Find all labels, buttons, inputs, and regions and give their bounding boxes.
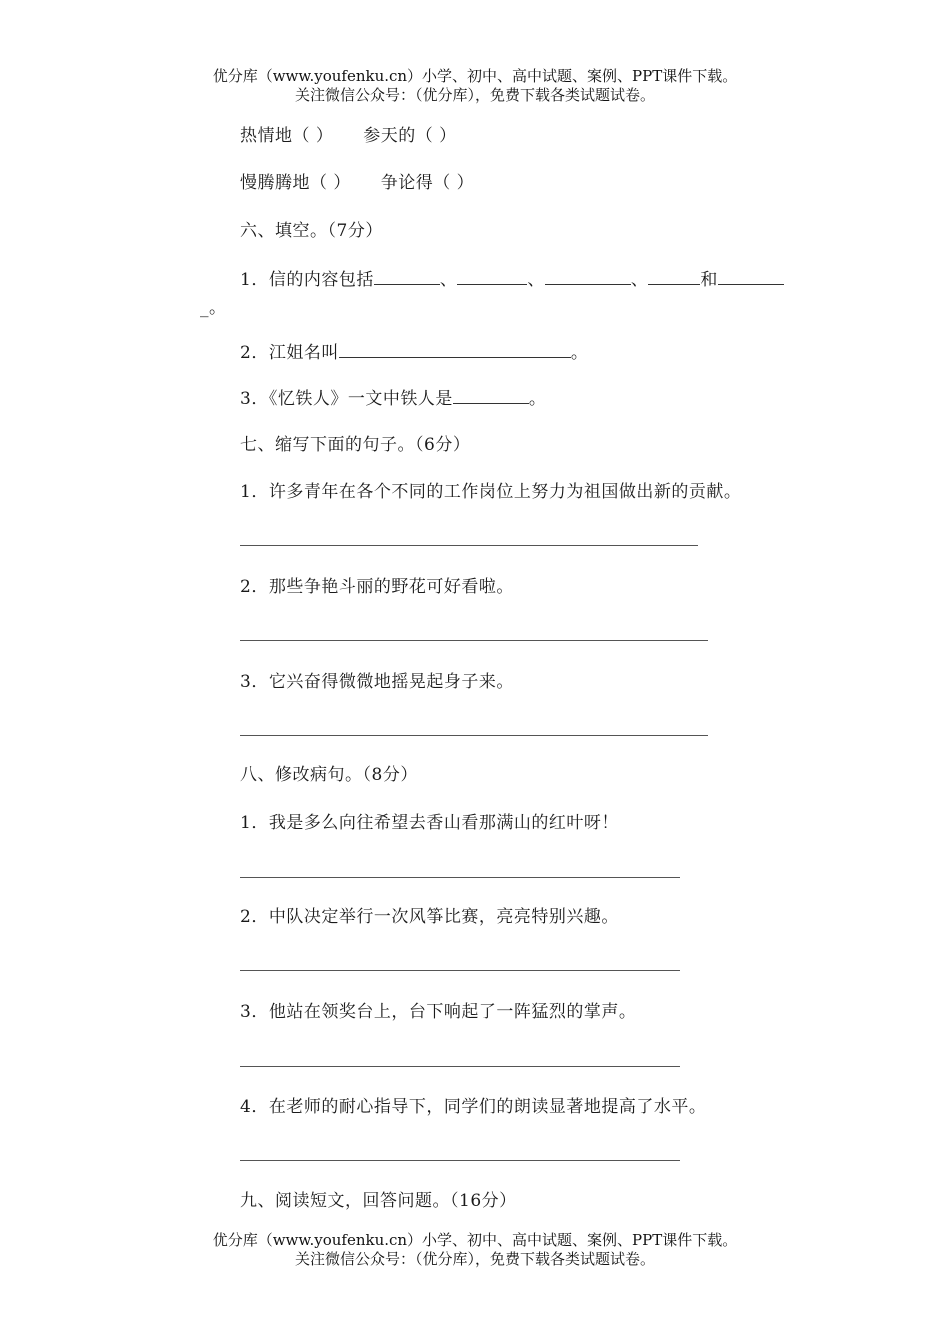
blank[interactable] (457, 268, 527, 285)
blank[interactable] (545, 268, 631, 285)
blank[interactable] (339, 341, 571, 358)
footer-line-1: 优分库（www.youfenku.cn）小学、初中、高中试题、案例、PPT课件下载。 (212, 1231, 738, 1249)
word-item: 参天的（ ） (363, 126, 457, 146)
word-row-1 (240, 125, 457, 147)
section-6-question-2: 2．江姐名叫 。 (240, 343, 589, 363)
answer-line[interactable] (240, 735, 708, 736)
section-7-title: 七、缩写下面的句子。（6分） (240, 435, 471, 455)
word-item: 慢腾腾地（ ） (240, 173, 351, 193)
answer-line[interactable] (240, 545, 698, 546)
footer-line-2: 关注微信公众号：（优分库），免费下载各类试题试卷。 (294, 1250, 655, 1268)
section-8-question-2: 2．中队决定举行一次风筝比赛，亮亮特别兴趣。 (240, 907, 619, 927)
section-8-title: 八、修改病句。（8分） (240, 765, 418, 785)
blank[interactable] (374, 268, 440, 285)
answer-line[interactable] (240, 970, 680, 971)
blank[interactable] (718, 268, 784, 285)
word-item: 热情地（ ） (240, 126, 334, 146)
section-7-question-3: 3．它兴奋得微微地摇晃起身子来。 (240, 672, 514, 692)
answer-line[interactable] (240, 640, 708, 641)
section-6-question-3: 3．《忆铁人》一文中铁人是 。 (240, 389, 547, 409)
answer-line[interactable] (240, 877, 680, 878)
section-6-question-1-tail: _。 (200, 298, 227, 318)
blank[interactable] (648, 268, 700, 285)
header-line-1: 优分库（www.youfenku.cn）小学、初中、高中试题、案例、PPT课件下载。 (212, 67, 738, 85)
section-8-question-4: 4．在老师的耐心指导下，同学们的朗读显著地提高了水平。 (240, 1097, 707, 1117)
blank[interactable] (453, 387, 529, 404)
answer-line[interactable] (240, 1066, 680, 1067)
section-6-title: 六、填空。（7分） (240, 221, 383, 241)
answer-line[interactable] (240, 1160, 680, 1161)
section-6-question-1: 1．信的内容包括 、 、 、 和 (240, 268, 784, 291)
section-8-question-3: 3．他站在领奖台上，台下响起了一阵猛烈的掌声。 (240, 1002, 637, 1022)
word-item: 争论得（ ） (380, 173, 475, 193)
section-8-question-1: 1．我是多么向往希望去香山看那满山的红叶呀！ (240, 813, 619, 833)
section-9-title: 九、阅读短文，回答问题。（16分） (240, 1191, 517, 1211)
section-7-question-1: 1．许多青年在各个不同的工作岗位上努力为祖国做出新的贡献。 (240, 482, 742, 502)
header-line-2: 关注微信公众号：（优分库），免费下载各类试题试卷。 (294, 86, 655, 104)
section-7-question-2: 2．那些争艳斗丽的野花可好看啦。 (240, 577, 514, 597)
word-row-2 (240, 172, 474, 194)
